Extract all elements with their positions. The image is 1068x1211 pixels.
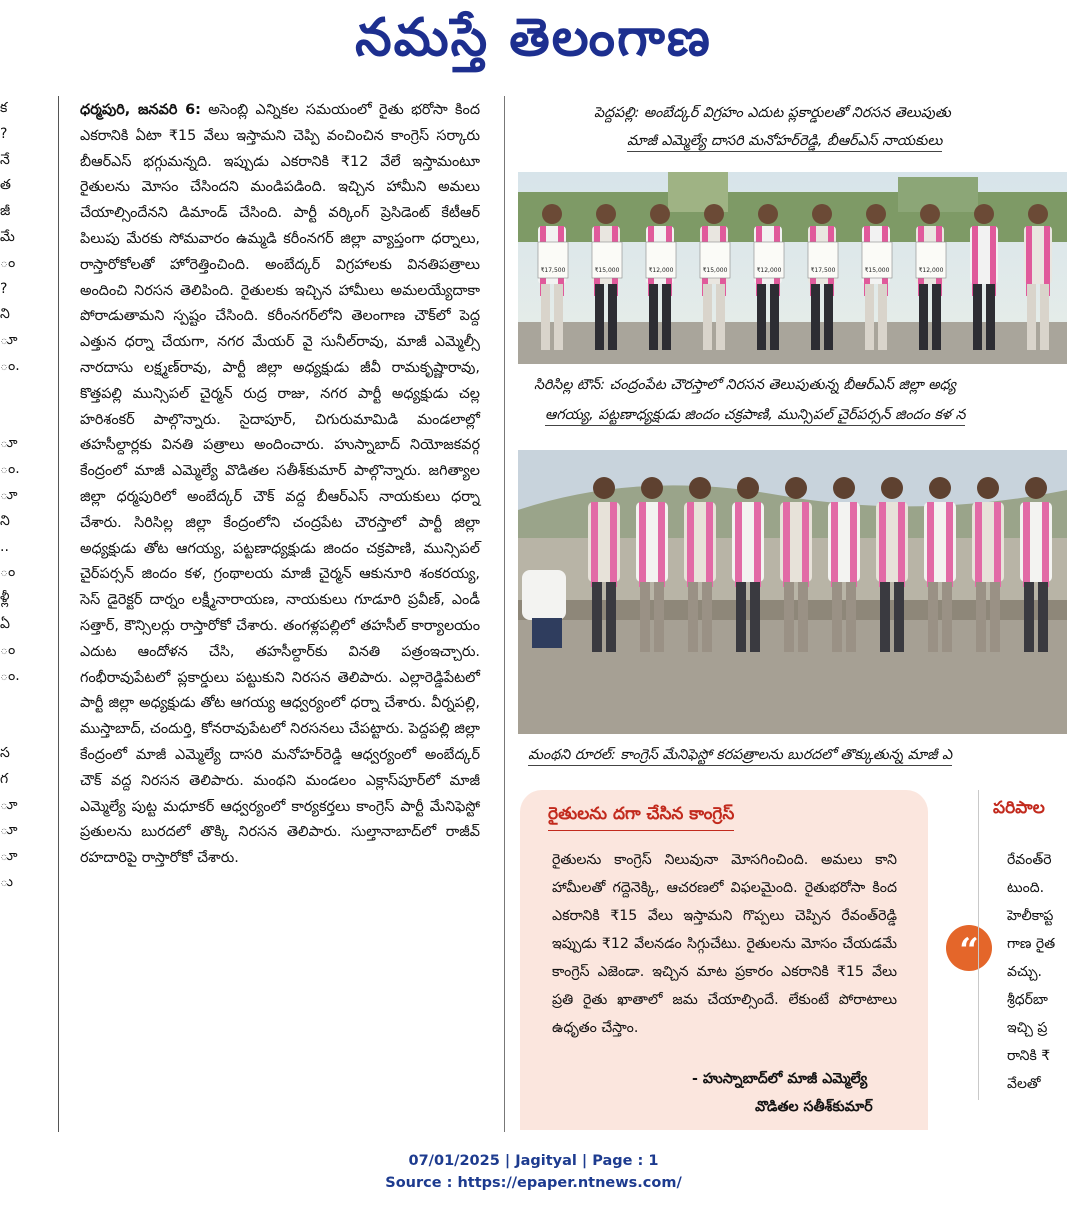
right-article-line: టుంది.: [1007, 880, 1045, 896]
left-edge-fragment: ని: [0, 306, 10, 323]
left-edge-fragment: ం.: [0, 667, 20, 684]
placard-text: ₹12,000: [648, 267, 674, 274]
left-edge-fragment: ..: [0, 538, 9, 555]
photo2-caption-line2-text: ఆగయ్య, పట్టణాధ్యక్షుడు జిందం చక్రపాణి, మున్సిపల్ చైర్‌పర్సన్ జిందం కళ న: [545, 407, 965, 426]
right-article-line: ఇచ్చి ప్ర: [1007, 1020, 1048, 1036]
left-edge-column: [0, 96, 20, 896]
left-edge-fragment: స: [0, 744, 10, 761]
left-edge-fragment: ం: [0, 641, 16, 658]
placard-text: ₹12,000: [756, 267, 782, 274]
photo1-caption-line2: [627, 128, 1067, 155]
quote-title: రైతులను దగా చేసిన కాంగ్రెస్: [548, 804, 734, 831]
quote-icon: “: [946, 925, 992, 971]
left-edge-fragment: ం.: [0, 357, 20, 374]
right-article-line: వేలతో: [1007, 1076, 1041, 1092]
article-text: [80, 98, 480, 872]
column-rule-middle: [504, 96, 505, 1132]
left-edge-fragment: క: [0, 100, 8, 116]
left-edge-fragment: ం.: [0, 461, 20, 478]
right-article-line: రానికి ₹: [1007, 1048, 1051, 1064]
placard-text: ₹12,000: [918, 267, 944, 274]
article-body: అసెంబ్లి ఎన్నికల సమయంలో రైతు భరోసా కింద ఎకరానికి ఏటా ₹15 వేలు ఇస్తామని చెప్పి వంచించిన కాంగ్రెస్ సర్కారు బీఆర్ఎస్ భగ్గుమన్నది. ఇప్పుడు ఎకరానికి ₹12 వేలే ఇస్తామంటూ రైతులను మోసం చేసిందని మండిపడింది. ఇచ్చిన హామీని అమలు చేయాల్సిందేనని డిమాండ్ చేసింది. పార్టీ వర్కింగ్ ప్రెసిడెంట్ కేటీఆర్ పిలుపు మేరకు సోమవారం ఉమ్మడి కరీంనగర్ జిల్లా వ్యాప్తంగా ధర్నాలు, రాస్తారోకోలతో హోరెత్తించింది. అంబేద్కర్ విగ్రహాలకు వినతిపత్రాలు అందించి నిరసన తెలిపింది. రైతులకు ఇచ్చిన హామీలు అమలయ్యేదాకా పోరాడుతామని స్పష్టం చేసింది. కరీంనగర్‌లోని తెలంగాణ చౌక్‌లో పెద్ద ఎత్తున ధర్నా చేయగా, నగర మేయర్ వై సునీల్‌రావు, మాజీ ఎమ్మెల్సీ నారదాసు లక్ష్మణ్‌రావు, పార్టీ జిల్లా అధ్యక్షుడు జీవీ రామకృష్ణారావు, కొత్తపల్లి మున్సిపల్ చైర్మన్ రుద్ర రాజు, నగర పార్టీ అధ్యక్షుడు చల్ల హరిశంకర్ పాల్గొన్నారు. సైదాపూర్, చిగురుమామిడి మండలాల్లో తహసీల్దార్లకు వినతి పత్రాలు అందించారు. హుస్నాబాద్ నియోజకవర్గ కేంద్రంలో మాజీ ఎమ్మెల్యే వొడితల సతీశ్‌కుమార్ పాల్గొన్నారు. జగిత్యాల జిల్లా ధర్మపురిలో అంబేద్కర్ చౌక్ వద్ద బీఆర్ఎస్ నాయకులు ధర్నా చేశారు. సిరిసిల్ల జిల్లా కేంద్రంలోని చంద్రపేట చౌరస్తాలో పార్టీ జిల్లా అధ్యక్షుడు తోట ఆగయ్య, పట్టణాధ్యక్షుడు జిందం చక్రపాణి, మున్సిపల్ చైర్‌పర్సన్ జిందం కళ, గ్రంథాలయ మాజీ చైర్మన్ ఆకునూరి శంకరయ్య, సెస్ డైరెక్టర్ దార్నం లక్ష్మీనారాయణ, నాయకులు గూడూరి ప్రవీణ్, ఎండీ సత్తార్, కౌన్సిలర్లు రాస్తారోకో చేశారు. తంగళ్లపల్లిలో తహసీల్ కార్యాలయం ఎదుట ఆందోళన చేసి, తహసీల్దార్‌కు వినతి పత్రంఇచ్చారు. గంభీరావుపేటలో ప్లకార్డులు పట్టుకుని నిరసన తెలిపారు. ఎల్లారెడ్డిపేటలో పార్టీ జిల్లా అధ్యక్షుడు తోట ఆగయ్య ఆధ్వర్యంలో ధర్నా చేశారు. వీర్నపల్లి, ముస్తాబాద్, చందుర్తి, కోనరావుపేటలో నిరసనలు చేపట్టారు. పెద్దపల్లి జిల్లా కేంద్రంలో మాజీ ఎమ్మెల్యే దాసరి మనోహర్‌రెడ్డి ఆధ్వర్యంలో అంబేద్కర్ చౌక్ వద్ద నిరసన తెలిపారు. మంథని మండలం ఎక్లాస్‌పూర్‌లో మాజీ ఎమ్మెల్యే పుట్ట మధూకర్ ఆధ్వర్యంలో కార్యకర్తలు కాంగ్రెస్ పార్టీ మేనిఫెస్టో ప్రతులను బురదలో తొక్కి నిరసన తెలిపారు. సుల్తానాబాద్‌లో రాజీవ్ రహదారిపై రాస్తారోకో చేశారు.: [80, 102, 480, 867]
placard-text: ₹15,000: [864, 267, 890, 274]
left-edge-fragment: ూ: [0, 332, 18, 349]
right-article-line: గాణ రైత: [1007, 936, 1056, 952]
left-edge-fragment: [0, 689, 14, 715]
left-edge-fragment: ూ: [0, 435, 18, 452]
photo-protest-placards-svg: [518, 172, 1067, 364]
masthead-title: నమస్తే తెలంగాణ: [355, 8, 712, 68]
left-edge-fragment: ూ: [0, 848, 18, 865]
photo3-caption-line1: [528, 742, 1067, 769]
main-article: [80, 98, 480, 872]
left-edge-fragment: [0, 715, 14, 741]
photo1-caption-line2-text: మాజీ ఎమ్మెల్యే దాసరి మనోహర్‌రెడ్డి, బీఆర్ఎస్ నాయకులు: [627, 133, 942, 152]
placard-text: ₹15,000: [594, 267, 620, 274]
left-edge-fragment: ?: [0, 125, 8, 142]
left-edge-fragment: ని: [0, 512, 10, 529]
column-rule-left: [58, 96, 59, 1132]
left-edge-fragment: జీ: [0, 203, 11, 220]
quote-body: [552, 846, 897, 1042]
photo-mud-protest: [518, 450, 1067, 734]
right-article-line: రేవంత్‌రె: [1007, 852, 1052, 868]
left-edge-fragment: ఏ: [0, 615, 10, 632]
right-article-title: పరిపాల: [993, 798, 1045, 818]
footer-source-line: Source : https://epaper.ntnews.com/: [385, 1175, 682, 1191]
left-edge-fragment: మే: [0, 228, 15, 245]
left-edge-fragment: [0, 380, 14, 406]
article-dateline: ధర్మపురి, జనవరి 6:: [80, 102, 201, 118]
left-edge-fragment: ూ: [0, 796, 18, 813]
masthead: [0, 0, 1067, 78]
photo2-caption-line2: [545, 402, 1067, 429]
placard-text: ₹17,500: [540, 267, 566, 274]
page-footer: [0, 1150, 1067, 1194]
right-article-body: [1007, 846, 1067, 1098]
left-edge-fragment: [0, 406, 14, 432]
left-edge-fragment: ు: [0, 873, 13, 890]
left-edge-fragment: ూ: [0, 822, 18, 839]
photo3-caption-line1-text: మంథని రూరల్: కాంగ్రెస్ మేనిఫెస్టో కరపత్రాలను బురదలో తొక్కుతున్న మాజీ ఎ: [528, 747, 952, 766]
left-edge-fragment: ం: [0, 254, 16, 271]
left-edge-fragment: ళ్లీ: [0, 590, 10, 607]
photo1-caption-line1: [594, 100, 1067, 127]
left-edge-fragment: నే: [0, 151, 10, 168]
footer-edition-line: 07/01/2025 | Jagityal | Page : 1: [408, 1153, 659, 1169]
quote-attribution-line1: - హుస్నాబాద్‌లో మాజీ ఎమ్మెల్యే: [692, 1071, 868, 1087]
right-article-line: శ్రీధర్‌బా: [1007, 992, 1048, 1008]
left-edge-fragment: గ: [0, 770, 9, 787]
photo1-caption-line1-text: పెద్దపల్లి: అంబేద్కర్ విగ్రహం ఎదుట ప్లకార్డులతో నిరసన తెలుపుతు: [594, 105, 951, 121]
right-article-line: హెలీకాప్ట: [1007, 908, 1054, 924]
right-article-line: వచ్చు.: [1007, 964, 1042, 980]
placard-text: ₹15,000: [702, 267, 728, 274]
left-edge-fragment: ?: [0, 280, 8, 297]
photo2-caption-line1-text: సిరిసిల్ల టౌన్: చంద్రంపేట చౌరస్తాలో నిరసన తెలుపుతున్న బీఆర్ఎస్ జిల్లా అధ్య: [534, 377, 956, 393]
photo2-caption-line1: [534, 372, 1067, 399]
left-edge-fragment: ూ: [0, 486, 18, 503]
quote-attribution-line2: వొడితల సతీశ్‌కుమార్: [755, 1099, 873, 1115]
photo-protest-placards: [518, 172, 1067, 364]
photo-mud-protest-svg: [518, 450, 1067, 734]
placard-text: ₹17,500: [810, 267, 836, 274]
quote-body-text: రైతులను కాంగ్రెస్ నిలువునా మోసగించింది. అమలు కాని హామీలతో గద్దెనెక్కి, ఆచరణలో విఫలమైంది. రైతుభరోసా కింద ఎకరానికి ₹15 వేలు ఇస్తామని గొప్పలు చెప్పిన రేవంత్‌రెడ్డి ఇప్పుడు ₹12 వేలనడం సిగ్గుచేటు. రైతులను మోసం చేయడమే కాంగ్రెస్ ఎజెండా. ఇచ్చిన మాట ప్రకారం ఎకరానికి ₹15 వేలు ప్రతి రైతు ఖాతాలో జమ చేయాల్సిందే. లేకుంటే పోరాటాలు ఉధృతం చేస్తాం.: [552, 852, 897, 1036]
left-edge-fragment: ం: [0, 564, 16, 581]
left-edge-fragment: త: [0, 177, 11, 194]
